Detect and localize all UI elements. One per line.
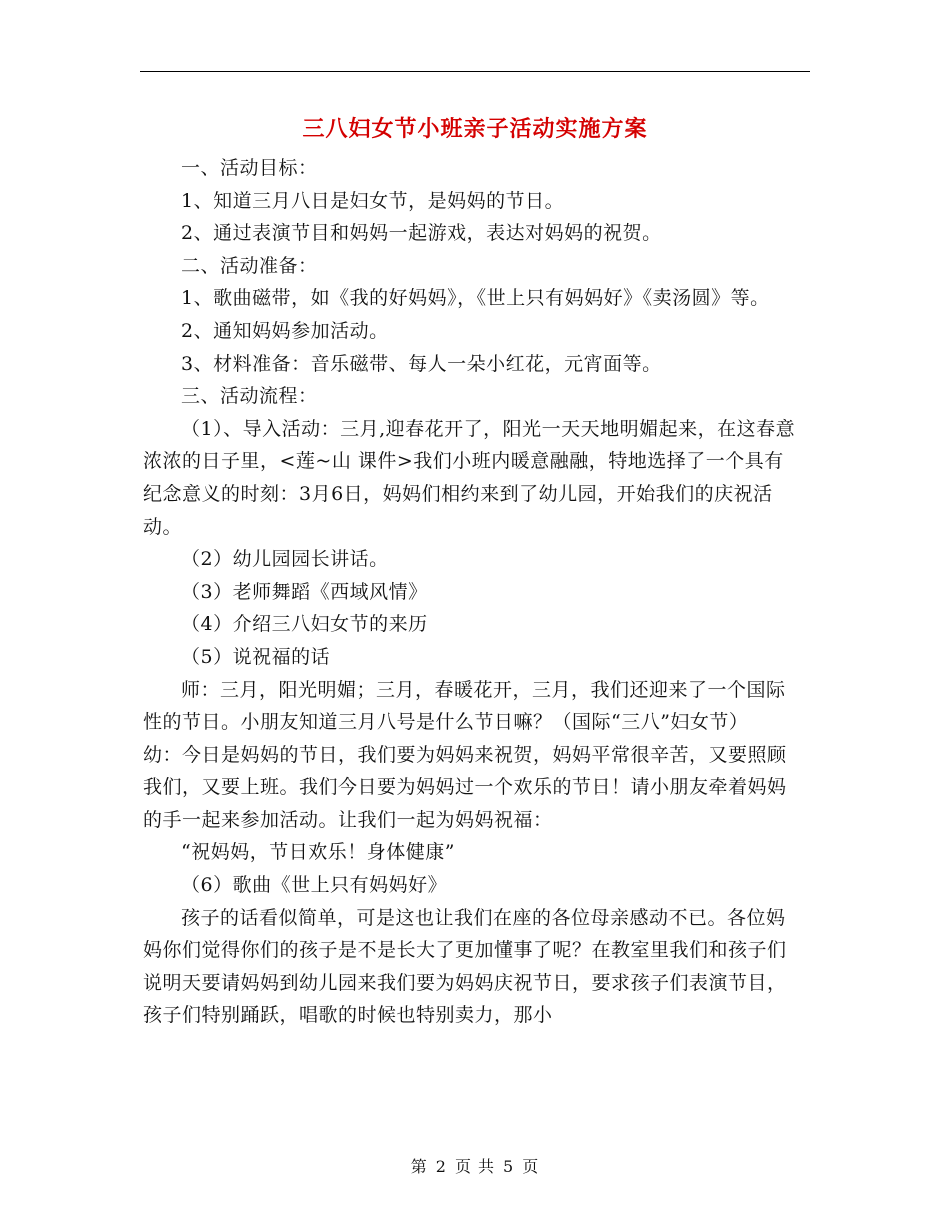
paragraph: 2、通知妈妈参加活动。 — [181, 319, 389, 342]
document-body — [143, 152, 803, 1032]
footer-suffix: 页 — [522, 1157, 540, 1176]
paragraph: 孩子的话看似简单，可是这也让我们在座的各位母亲感动不已。各位妈妈你们觉得你们的孩子是不是长大了更加懂事了呢？在教室里我们和孩子们说明天要请妈妈到幼儿园来我们要为妈妈庆祝节日，要求孩子们表演节目，孩子们特别踊跃，唱歌的时候也特别卖力，那小 — [143, 906, 787, 1027]
paragraph: 二、活动准备： — [181, 254, 318, 277]
document-title: 三八妇女节小班亲子活动实施方案 — [302, 116, 648, 142]
paragraph: （2）幼儿园园长讲话。 — [181, 548, 389, 571]
page-total: 5 — [503, 1157, 515, 1176]
page-number: 2 — [435, 1157, 447, 1176]
paragraph: 师：三月，阳光明媚；三月，春暖花开，三月，我们还迎来了一个国际性的节日。小朋友知道三月八号是什么节日嘛？（国际“三八”妇女节） 幼：今日是妈妈的节日，我们要为妈妈来祝贺，妈妈平常很辛苦，又要照顾我们，又要上班。我们今日要为妈妈过一个欢乐的节日！请小朋友牵着妈妈的手一起来参加活动。让我们一起为妈妈祝福： — [143, 678, 787, 831]
paragraph: 三、活动流程： — [181, 385, 318, 408]
paragraph: “祝妈妈，节日欢乐！身体健康” — [181, 841, 455, 864]
paragraph: （4）介绍三八妇女节的来历 — [181, 613, 428, 636]
paragraph: （1）、导入活动：三月,迎春花开了，阳光一天天地明媚起来，在这春意浓浓的日子里，<莲~山 课件>我们小班内暖意融融，特地选择了一个具有纪念意义的时刻：3月6日，妈妈们相约来到了幼儿园，开始我们的庆祝活动。 — [143, 417, 796, 538]
paragraph: （6）歌曲《世上只有妈妈好》 — [181, 874, 448, 897]
footer-mid: 页 共 — [454, 1157, 496, 1176]
header-rule — [140, 71, 810, 72]
paragraph: （5）说祝福的话 — [181, 645, 331, 668]
paragraph: 1、知道三月八日是妇女节，是妈妈的节日。 — [181, 189, 565, 212]
paragraph: 2、通过表演节目和妈妈一起游戏，表达对妈妈的祝贺。 — [181, 222, 662, 245]
paragraph: 1、歌曲磁带，如《我的好妈妈》，《世上只有妈妈好》《卖汤圆》等。 — [181, 287, 770, 310]
paragraph: （3）老师舞蹈《西域风情》 — [181, 580, 428, 603]
page-footer — [0, 1154, 950, 1177]
paragraph: 3、材料准备：音乐磁带、每人一朵小红花，元宵面等。 — [181, 352, 662, 375]
footer-prefix: 第 — [410, 1157, 428, 1176]
paragraph: 一、活动目标： — [181, 157, 318, 179]
